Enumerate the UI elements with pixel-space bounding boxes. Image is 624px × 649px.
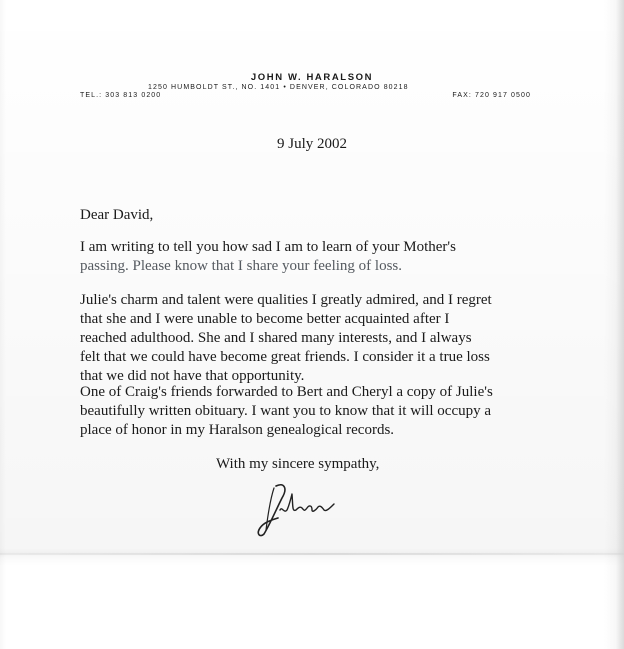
paragraph-line: Julie's charm and talent were qualities I greatly admired, and I regret	[80, 292, 492, 308]
paragraph-line: I am writing to tell you how sad I am to learn of your Mother's	[80, 239, 456, 255]
paragraph-line: place of honor in my Haralson genealogical records.	[80, 422, 395, 438]
letterhead-name: JOHN W. HARALSON	[250, 72, 374, 83]
letterhead-telephone: TEL.: 303 813 0200	[80, 92, 162, 99]
paragraph-line: felt that we could have become great friends. I consider it a true loss	[80, 349, 490, 365]
paragraph-line: that we did not have that opportunity.	[80, 368, 305, 384]
paper-edge-shadow	[616, 0, 624, 649]
closing: With my sincere sympathy,	[216, 456, 380, 472]
paper-fold-line	[0, 553, 624, 555]
paragraph-line: One of Craig's friends forwarded to Bert and Cheryl a copy of Julie's	[80, 384, 493, 400]
paragraph-line: reached adulthood. She and I shared many interests, and I always	[80, 330, 472, 346]
paragraph-line: passing. Please know that I share your feeling of loss.	[80, 258, 403, 274]
letterhead-fax: FAX: 720 917 0500	[452, 92, 531, 99]
paragraph-1	[80, 238, 550, 276]
paragraph-2	[80, 291, 550, 386]
paragraph-3	[80, 383, 550, 440]
paragraph-line: that she and I were unable to become better acquainted after I	[80, 311, 450, 327]
paragraph-line: beautifully written obituary. I want you to know that it will occupy a	[80, 403, 492, 419]
letter-date: 9 July 2002	[276, 136, 347, 152]
salutation: Dear David,	[80, 207, 154, 223]
handwritten-signature	[254, 480, 344, 540]
letterhead-address: 1250 HUMBOLDT ST., NO. 1401 • DENVER, COLORADO 80218	[148, 84, 409, 91]
